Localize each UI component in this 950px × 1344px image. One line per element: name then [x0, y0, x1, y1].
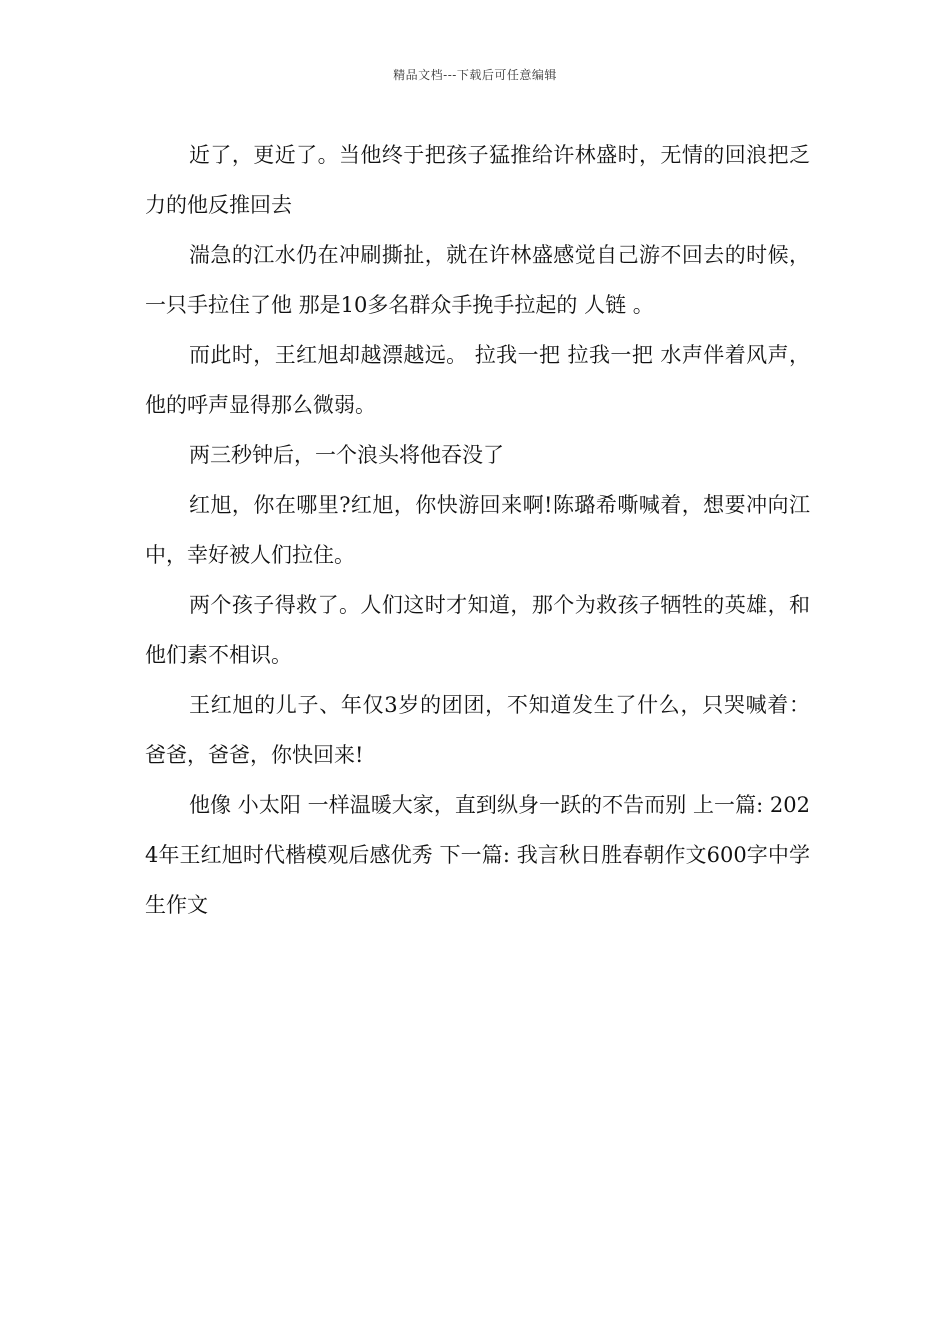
paragraph: 红旭，你在哪里?红旭，你快游回来啊!陈璐希嘶喊着，想要冲向江中，幸好被人们拉住。 [145, 493, 810, 567]
paragraph: 近了，更近了。当他终于把孩子猛推给许林盛时，无情的回浪把乏力的他反推回去 [145, 143, 810, 217]
paragraph: 湍急的江水仍在冲刷撕扯，就在许林盛感觉自己游不回去的时候，一只手拉住了他 那是10多名群众手挽手拉起的 人链 。 [145, 243, 810, 317]
paragraph: 两个孩子得救了。人们这时才知道，那个为救孩子牺牲的英雄，和他们素不相识。 [145, 593, 810, 667]
paragraph: 他像 小太阳 一样温暖大家，直到纵身一跃的不告而别 上一篇: 2024年王红旭时代楷模观后感优秀 下一篇: 我言秋日胜春朝作文600字中学生作文 [145, 793, 810, 917]
paragraph: 两三秒钟后，一个浪头将他吞没了 [189, 443, 504, 467]
paragraph: 而此时，王红旭却越漂越远。 拉我一把 拉我一把 水声伴着风声，他的呼声显得那么微弱。 [145, 343, 810, 417]
paragraph: 王红旭的儿子、年仅3岁的团团，不知道发生了什么，只哭喊着： 爸爸，爸爸，你快回来! [145, 693, 810, 767]
page-header: 精品文档---下载后可任意编辑 [393, 68, 557, 82]
article-body [145, 130, 810, 930]
